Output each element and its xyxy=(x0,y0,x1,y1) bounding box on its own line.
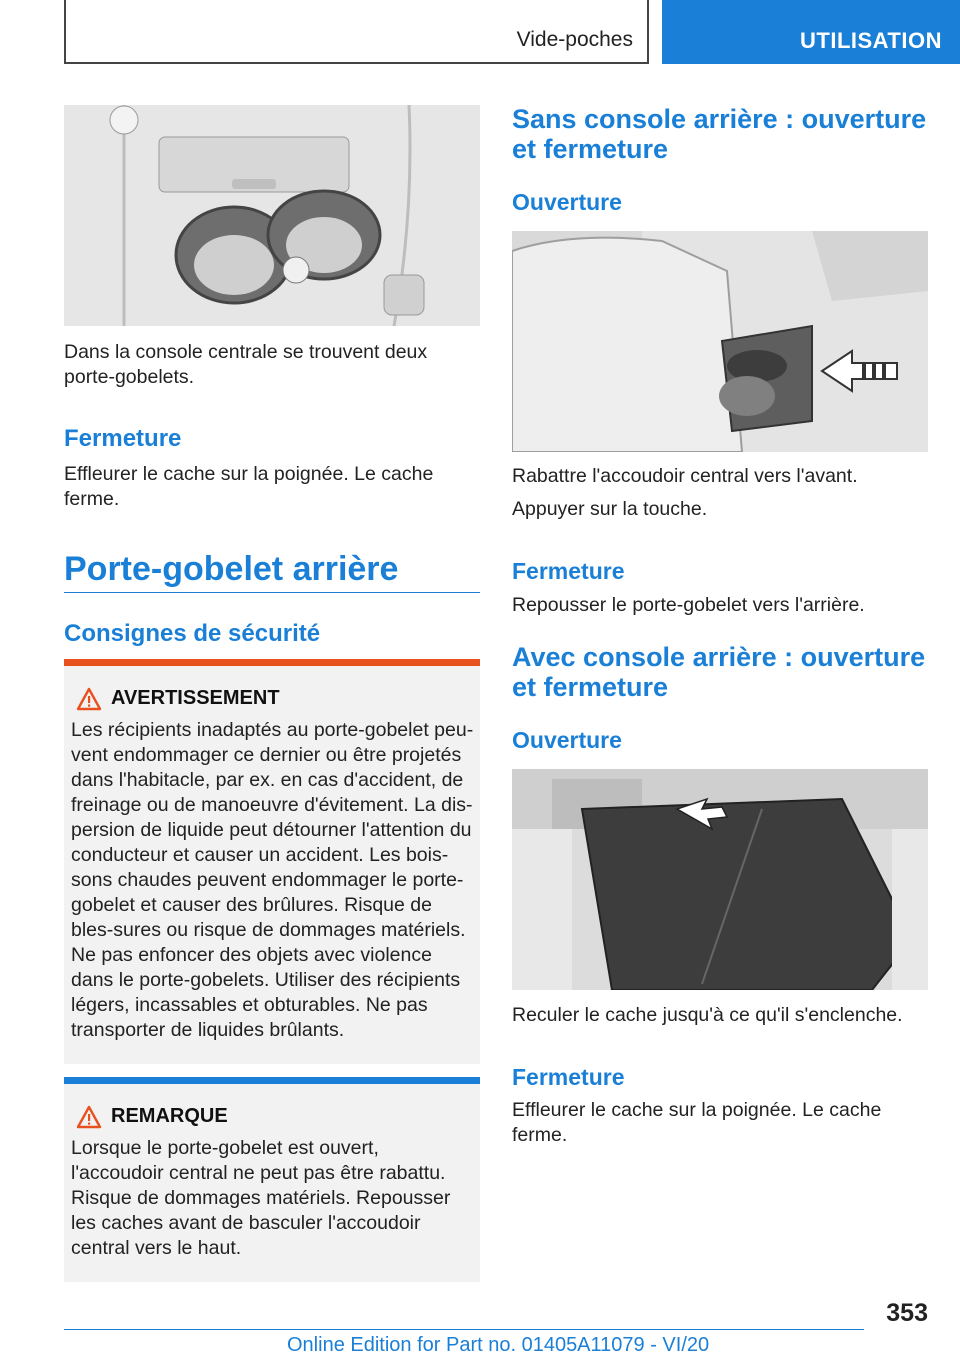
without-closing-text: Repousser le porte-gobelet vers l'arrière. xyxy=(512,594,865,616)
footer-rule xyxy=(64,1329,864,1330)
warning-title: AVERTISSEMENT xyxy=(111,687,280,709)
safety-heading: Consignes de sécurité xyxy=(64,620,321,647)
center-console-cupholder-image xyxy=(64,105,480,326)
closing-text: Effleurer le cache sur la poignée. Le cache ferme. xyxy=(64,463,434,510)
warning-callout xyxy=(64,659,480,1064)
rear-console-cover-image xyxy=(512,769,928,990)
with-console-heading: Avec console arrière : ouverture et fermeture xyxy=(512,642,926,702)
warning-triangle-icon xyxy=(76,687,102,711)
rear-cupholder-heading: Porte-gobelet arrière xyxy=(64,550,399,588)
warning-bar xyxy=(64,659,480,666)
notice-callout xyxy=(64,1077,480,1282)
edition-footer: Online Edition for Part no. 01405A11079 - VI/20 xyxy=(287,1334,710,1356)
armrest-cupholder-image xyxy=(512,231,928,452)
without-console-heading: Sans console arrière : ouverture et fermeture xyxy=(512,104,927,164)
notice-body: Lorsque le porte-gobelet est ouvert, l'accoudoir central ne peut pas être rabattu. Risque de dommages matériels. Repousser les caches avant de basculer l'accoudoir central vers le haut. xyxy=(71,1137,451,1259)
heading-rule xyxy=(64,592,480,593)
warning-body: Les récipients inadaptés au porte-gobelet peu-vent endommager ce dernier ou être projetés dans l'habitacle, par ex. en cas d'accident, de freinage ou de manoeuvre d'évitement. La dis-persion de liquide peut détourner l'attention du conducteur et causer un accident. Les bois-sons chaudes peuvent endommager le porte-gobelet et causer des brûlures. Risque de bles-sures ou risque de dommages matériels. Ne pas enfoncer des objets avec violence dans le porte-gobelets. Utiliser des récipients légers, incassables et obturables. Ne pas transporter de liquides brûlants. xyxy=(71,719,474,1041)
page-header xyxy=(0,0,960,64)
closing-heading: Fermeture xyxy=(64,425,182,452)
without-opening-heading: Ouverture xyxy=(512,189,622,215)
page-number: 353 xyxy=(886,1299,928,1327)
without-closing-heading: Fermeture xyxy=(512,558,625,584)
with-opening-text: Reculer le cache jusqu'à ce qu'il s'enclenche. xyxy=(512,1004,903,1026)
chapter-tab xyxy=(662,0,960,64)
console-caption: Dans la console centrale se trouvent deux porte-gobelets. xyxy=(64,341,428,388)
with-opening-heading: Ouverture xyxy=(512,727,622,753)
notice-triangle-icon xyxy=(76,1105,102,1129)
with-closing-text: Effleurer le cache sur la poignée. Le cache ferme. xyxy=(512,1099,882,1146)
without-step-1: Rabattre l'accoudoir central vers l'avant. xyxy=(512,465,858,487)
section-label: Vide-poches xyxy=(516,28,633,51)
chapter-label: UTILISATION xyxy=(800,28,942,53)
section-tab xyxy=(64,0,649,64)
with-closing-heading: Fermeture xyxy=(512,1064,625,1090)
without-step-2: Appuyer sur la touche. xyxy=(512,498,708,520)
notice-title: REMARQUE xyxy=(111,1105,228,1127)
notice-bar xyxy=(64,1077,480,1084)
